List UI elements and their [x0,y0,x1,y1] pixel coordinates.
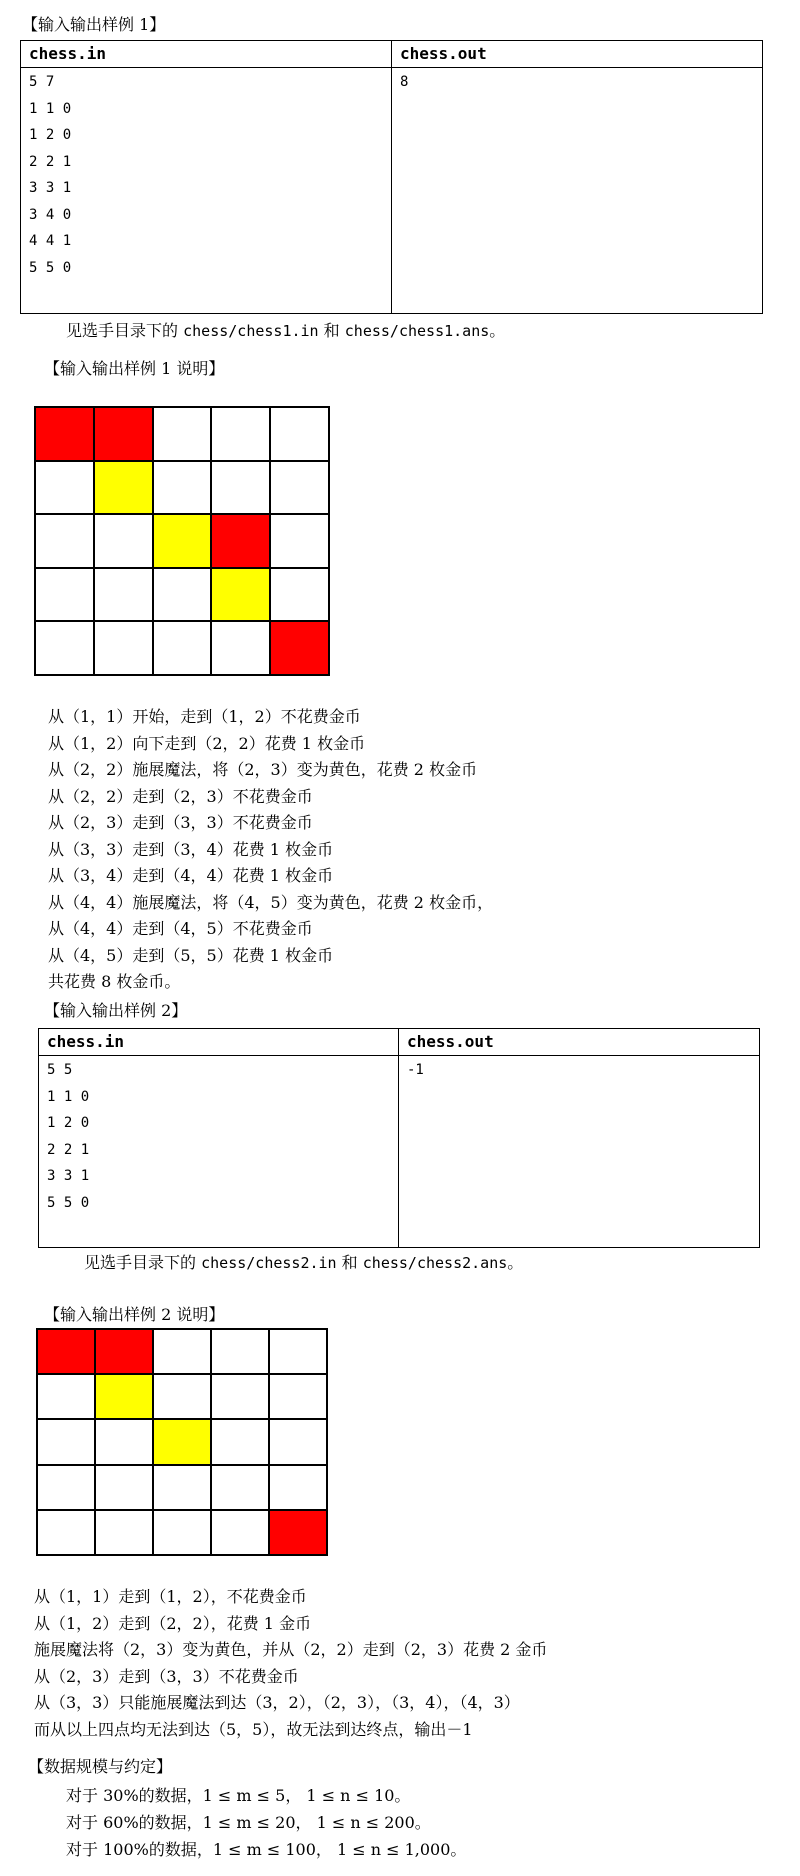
board-cell-red [95,1329,153,1374]
sample2-io-table [38,1028,760,1248]
board-cell-white [37,1374,95,1419]
board-cell-white [94,621,153,675]
board-cell-white [153,407,212,461]
step-line: 而从以上四点均无法到达（5，5），故无法到达终点，输出－1 [34,1719,473,1739]
board-cell-white [270,461,329,515]
sample2-heading: 【输入输出样例 2】 [44,1001,188,1020]
board-cell-white [95,1419,153,1464]
sample1-in-line: 5 7 [29,74,55,90]
scale-line: 对于 100%的数据，1 ≤ m ≤ 100， 1 ≤ n ≤ 1,000。 [66,1840,467,1859]
board-cell-white [153,621,212,675]
sample2-out-header: chess.out [399,1029,760,1056]
sample2-in-line: 2 2 1 [47,1141,90,1158]
sample2-in-header: chess.in [39,1029,399,1056]
board-cell-white [153,1329,211,1374]
board-cell-yellow [94,461,153,515]
note-and: 和 [341,1253,358,1272]
step-line: 从（1，2）走到（2，2），花费 1 金币 [34,1613,312,1633]
scale-line: 对于 30%的数据，1 ≤ m ≤ 5， 1 ≤ n ≤ 10。 [66,1786,411,1805]
sample2-in-line: 5 5 [47,1062,73,1078]
sample1-in-cell [21,68,392,314]
sample2-out-cell [399,1056,760,1248]
step-line: 从（1，1）开始，走到（1，2）不花费金币 [48,707,361,726]
scale-line: 对于 60%的数据，1 ≤ m ≤ 20， 1 ≤ n ≤ 200。 [66,1813,431,1832]
sample1-in-header: chess.in [21,41,392,68]
board-cell-white [211,1374,269,1419]
sample1-in-line: 5 5 0 [29,259,72,276]
board-cell-white [37,1419,95,1464]
board-cell-red [270,621,329,675]
board-cell-white [270,568,329,622]
step-line: 从（1，2）向下走到（2，2）花费 1 枚金币 [48,733,366,753]
note-and: 和 [323,321,340,340]
board-cell-white [153,568,212,622]
sample1-steps [48,704,493,996]
board-cell-white [211,407,270,461]
board-cell-white [153,461,212,515]
board-cell-white [269,1329,327,1374]
board-cell-white [95,1465,153,1510]
note-suffix: 。 [489,321,506,340]
board-cell-white [211,461,270,515]
board-cell-white [37,1510,95,1555]
sample2-file-note [84,1250,523,1273]
board-cell-white [211,1329,269,1374]
sample2-in-line: 1 1 0 [47,1088,90,1105]
board-cell-yellow [95,1374,153,1419]
sample1-in-line: 3 3 1 [29,180,72,196]
board-cell-yellow [153,514,212,568]
board-cell-red [269,1510,327,1555]
note-prefix: 见选手目录下的 [66,321,179,340]
board-cell-white [35,514,94,568]
board-cell-red [211,514,270,568]
board-cell-red [35,407,94,461]
sample1-board [34,406,330,676]
sample1-out-header: chess.out [392,41,763,68]
board-cell-red [37,1329,95,1374]
sample2-in-line: 3 3 1 [47,1168,90,1184]
board-cell-white [94,514,153,568]
board-cell-yellow [153,1419,211,1464]
board-cell-white [269,1374,327,1419]
board-cell-red [94,407,153,461]
step-line: 从（2，3）走到（3，3）不花费金币 [34,1666,299,1686]
sample1-out-cell [392,68,763,314]
board-cell-white [95,1510,153,1555]
board-cell-white [94,568,153,622]
sample1-in-line: 3 4 0 [29,206,72,223]
board-cell-white [211,1510,269,1555]
board-cell-white [211,1465,269,1510]
sample1-io-table [20,40,763,314]
sample1-in-line: 2 2 1 [29,153,72,170]
step-line: 从（3，3）走到（3，4）花费 1 枚金币 [48,839,334,859]
board-cell-white [211,621,270,675]
step-total: 共花费 8 枚金币。 [48,972,181,991]
step-line: 从（3，4）走到（4，4）花费 1 枚金币 [48,866,334,885]
board-cell-white [35,461,94,515]
board-cell-white [35,621,94,675]
sample2-explain-heading: 【输入输出样例 2 说明】 [44,1305,225,1324]
step-line: 从（3，3）只能施展魔法到达（3，2），（2，3），（3，4），（4，3） [34,1693,520,1712]
scale-heading: 【数据规模与约定】 [28,1757,173,1776]
board-cell-white [35,568,94,622]
board-cell-white [153,1510,211,1555]
sample2-out-line: -1 [407,1062,424,1078]
sample2-in-line: 1 2 0 [47,1115,90,1131]
note-suffix: 。 [507,1253,524,1272]
board-cell-white [269,1419,327,1464]
sample1-file-note [66,318,505,341]
scale-constraints [66,1782,466,1863]
sample2-steps [34,1584,547,1743]
board-cell-white [269,1465,327,1510]
board-cell-white [211,1419,269,1464]
step-line: 从（4，4）走到（4，5）不花费金币 [48,919,313,938]
board-cell-white [153,1465,211,1510]
sample2-in-cell [39,1056,399,1248]
board-cell-yellow [211,568,270,622]
note-file-in: chess/chess2.in [201,1254,337,1272]
step-line: 从（4，4）施展魔法，将（4，5）变为黄色，花费 2 枚金币， [48,892,494,912]
sample1-explain-heading: 【输入输出样例 1 说明】 [44,359,225,378]
sample1-in-line: 4 4 1 [29,233,72,249]
board-cell-white [270,407,329,461]
board-cell-white [37,1465,95,1510]
step-line: 从（2，2）走到（2，3）不花费金币 [48,786,313,806]
sample2-in-line: 5 5 0 [47,1194,90,1211]
step-line: 从（4，5）走到（5，5）花费 1 枚金币 [48,945,334,965]
note-file-ans: chess/chess1.ans [344,322,490,340]
sample1-out-line: 8 [400,74,409,90]
note-prefix: 见选手目录下的 [84,1253,197,1272]
board-cell-white [270,514,329,568]
step-line: 施展魔法将（2，3）变为黄色，并从（2，2）走到（2，3）花费 2 金币 [34,1640,548,1659]
step-line: 从（2，2）施展魔法，将（2，3）变为黄色，花费 2 枚金币 [48,760,478,779]
board-cell-white [153,1374,211,1419]
note-file-ans: chess/chess2.ans [362,1254,508,1272]
note-file-in: chess/chess1.in [183,322,319,340]
sample1-in-line: 1 2 0 [29,127,72,143]
sample1-in-line: 1 1 0 [29,100,72,117]
sample2-board [36,1328,328,1556]
step-line: 从（2，3）走到（3，3）不花费金币 [48,813,313,832]
step-line: 从（1，1）走到（1，2），不花费金币 [34,1587,307,1606]
sample1-heading: 【输入输出样例 1】 [22,15,166,34]
